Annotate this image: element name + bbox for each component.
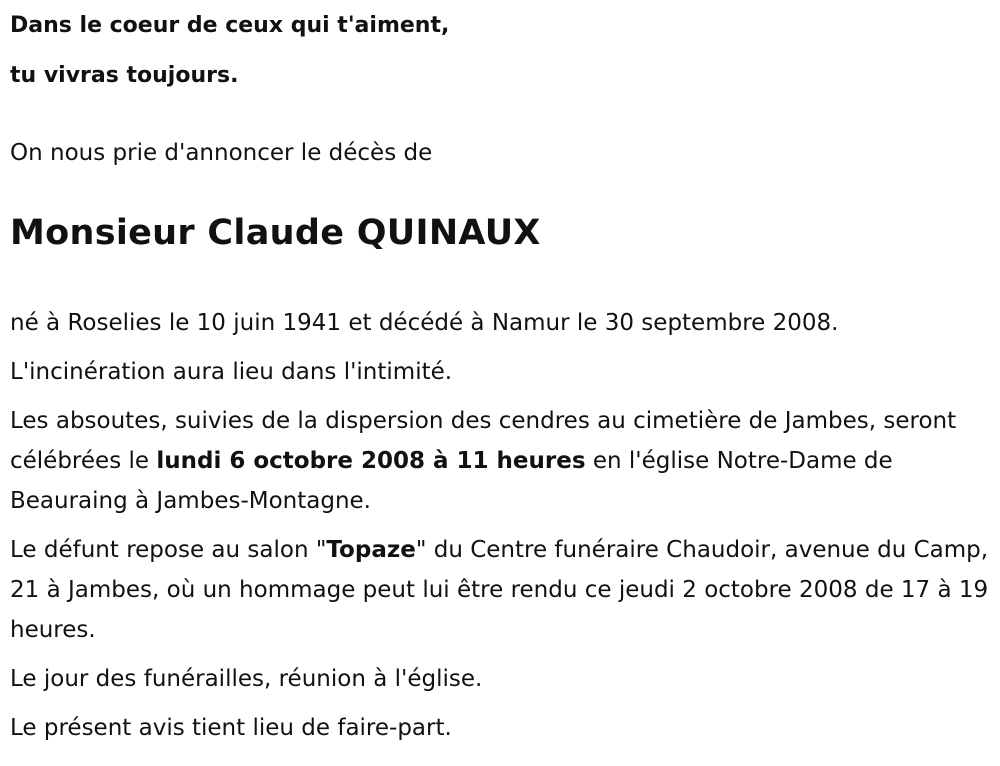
obituary-notice bbox=[10, 0, 995, 741]
birth-death-paragraph: né à Roselies le 10 juin 1941 et décédé à Namur le 30 septembre 2008. bbox=[10, 310, 839, 336]
salon-name: Topaze bbox=[326, 537, 416, 563]
salon-paragraph bbox=[10, 530, 995, 650]
absoutes-text-start: Les absoutes, suivies de la dispersion des cendres au cimetière de Jambes, seront célébrées le bbox=[10, 408, 957, 474]
notice-paragraph: Le présent avis tient lieu de faire-part. bbox=[10, 715, 452, 741]
absoutes-paragraph bbox=[10, 401, 995, 521]
cremation-paragraph: L'incinération aura lieu dans l'intimité. bbox=[10, 359, 453, 385]
salon-text-start: Le défunt repose au salon " bbox=[10, 537, 327, 563]
absoutes-date: lundi 6 octobre 2008 à 11 heures bbox=[156, 448, 586, 474]
epitaph-line-2: tu vivras toujours. bbox=[10, 63, 239, 88]
epitaph bbox=[10, 0, 995, 100]
funeral-day-paragraph: Le jour des funérailles, réunion à l'église. bbox=[10, 666, 483, 692]
announcement-intro: On nous prie d'annoncer le décès de bbox=[10, 140, 433, 166]
salon-text-end: " du Centre funéraire Chaudoir, avenue du Camp, 21 à Jambes, où un hommage peut lui être rendu ce jeudi 2 octobre 2008 de 17 à 19 heures. bbox=[10, 537, 989, 643]
notice-body bbox=[10, 303, 995, 757]
epitaph-line-1: Dans le coeur de ceux qui t'aiment, bbox=[10, 13, 450, 38]
deceased-name: Monsieur Claude QUINAUX bbox=[10, 213, 541, 253]
absoutes-text-end: en l'église Notre-Dame de Beauraing à Jambes-Montagne. bbox=[10, 448, 893, 514]
